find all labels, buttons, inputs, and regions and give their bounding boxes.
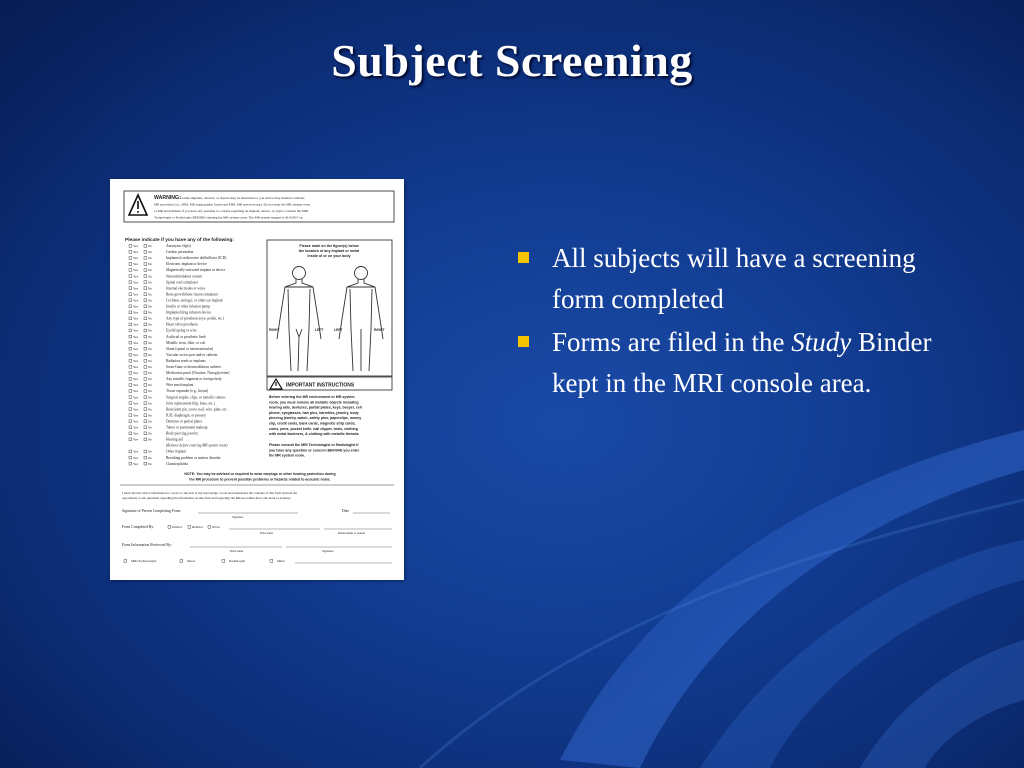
checklist-item: Artificial or prosthetic limb [166,334,206,339]
checklist-item: Implanted drug infusion device [166,310,212,315]
checklist [129,244,230,466]
checkbox-icon [144,462,147,465]
checkbox-icon [188,526,191,529]
screening-form-image [110,179,404,580]
figure-caption-line: the location of any implant or metal [298,249,360,253]
no-label: No [148,413,153,418]
yes-label: Yes [133,310,139,315]
important-line: hearing aids, dentures, partial plates, keys, beeper, cell [269,405,362,410]
no-label: No [148,298,153,303]
no-label: No [148,395,153,400]
checklist-item: Spinal cord stimulator [166,280,198,285]
no-label: No [148,407,153,412]
checkbox-icon [144,408,147,411]
yes-label: Yes [133,346,139,351]
important-line: with metal fasteners, & clothing with metallic threads. [269,432,360,437]
checkbox-icon [222,560,225,563]
checkbox-icon [144,450,147,453]
no-label: No [148,401,153,406]
yes-label: Yes [133,292,139,297]
no-label: No [148,244,153,248]
no-label: No [148,383,153,388]
yes-label: Yes [133,401,139,406]
checklist-item: Breathing problem or motion disorder [166,455,221,460]
bullet-text-1: All subjects will have a screening form completed [552,243,916,314]
checklist-item: IUD, diaphragm, or pessary [166,413,207,418]
checkbox-icon [144,365,147,368]
checkbox-icon [129,359,132,362]
checklist-item: Bone/joint pin, screw, nail, wire, plate, etc. [166,407,228,412]
warning-line: MR procedure (i.e., MRI, MR angiography, functional MRI, MR spectroscopy). Do not enter the MR system room [154,202,310,207]
checkbox-icon [144,432,147,435]
checkbox-icon [144,329,147,332]
checklist-item: (Remove before entering MR system room) [166,443,228,448]
bullet-text-2-before: Forms are filed in the [552,327,792,357]
checkbox-icon [144,426,147,429]
no-label: No [148,455,153,460]
checkbox-icon [129,365,132,368]
date-label: Date [342,509,350,513]
checkbox-icon [144,414,147,417]
checkbox-icon [129,311,132,314]
no-label: No [148,389,153,394]
checkbox-icon [144,347,147,350]
yes-label: Yes [133,316,139,321]
figure-caption-line: inside of or on your body [307,254,351,258]
checkbox-icon [144,257,147,260]
reviewed-sub-name: Print name [230,549,244,553]
checklist-item: Aneurysm clip(s) [166,244,192,248]
checkbox-icon [129,299,132,302]
reviewed-sub-sig: Signature [322,549,334,553]
yes-label: Yes [133,407,139,412]
checklist-item: Claustrophobia [166,461,188,466]
reviewed-by-label: Form Information Reviewed By: [122,543,172,547]
yes-label: Yes [133,389,139,394]
checklist-item: Hearing aid [166,437,183,442]
checkbox-icon [270,560,273,563]
checkbox-icon [129,450,132,453]
warning-line: Technologist or Radiologist BEFORE entering the MR system room. The MR system magnet is ALWAYS on. [154,215,304,220]
yes-label: Yes [133,298,139,303]
yes-label: Yes [133,268,139,273]
important-title: IMPORTANT INSTRUCTIONS [286,382,355,389]
yes-label: Yes [133,461,139,466]
checkbox-icon [129,317,132,320]
checklist-heading: Please indicate if you have any of the following: [125,238,235,243]
yes-label: Yes [133,383,139,388]
checklist-item: Body piercing jewelry [166,431,199,436]
checkbox-icon [208,526,211,529]
checkbox-icon [144,244,147,247]
checklist-item: Shunt (spinal or intraventricular) [166,346,214,351]
yes-label: Yes [133,419,139,424]
yes-label: Yes [133,286,139,291]
checkbox-icon [129,329,132,332]
no-label: No [148,425,153,430]
no-label: No [148,292,153,297]
checkbox-icon [129,408,132,411]
checklist-item: Vascular access port and/or catheter [166,352,218,357]
checkbox-icon [129,426,132,429]
important-line: clip, credit cards, bank cards, magnetic strip cards, [269,421,356,426]
consult-text [269,443,360,458]
no-label: No [148,431,153,436]
completed-by-label: Form Completed By: [122,525,155,529]
warning-title: WARNING: [154,195,181,201]
checklist-item: Any metallic fragment or foreign body [166,377,222,382]
yes-label: Yes [133,371,139,376]
yes-label: Yes [133,395,139,400]
checkbox-icon [144,311,147,314]
checkbox-icon [129,281,132,284]
checkbox-icon [144,371,147,374]
checklist-item: Metallic stent, filter, or coil [166,340,206,345]
checkbox-icon [129,438,132,441]
checkbox-icon [129,244,132,247]
checklist-item: Bone growth/bone fusion stimulator [166,292,219,297]
no-label: No [148,262,153,267]
no-label: No [148,419,153,424]
checkbox-icon [144,263,147,266]
checkbox-icon [144,269,147,272]
checkbox-icon [144,390,147,393]
checkbox-icon [144,305,147,308]
reviewer-role: Other [277,559,285,563]
yes-label: Yes [133,244,139,248]
checkbox-icon [129,402,132,405]
checklist-item: Heart valve prosthesis [166,322,198,327]
bullet-item-2 [516,322,936,404]
yes-label: Yes [133,377,139,382]
yes-label: Yes [133,328,139,333]
checkbox-icon [129,353,132,356]
important-triangle-icon [270,379,282,389]
yes-label: Yes [133,262,139,267]
checkbox-icon [129,384,132,387]
checkbox-icon [129,456,132,459]
warning-line: Certain implants, devices, or objects may be hazardous to you and/or may interfere with the [180,196,305,200]
checkbox-icon [144,293,147,296]
checkbox-icon [144,281,147,284]
checklist-item: Tissue expander (e.g., breast) [166,389,209,394]
yes-label: Yes [133,322,139,327]
checkbox-icon [129,275,132,278]
checklist-item: Dentures or partial plates [166,419,203,424]
body-figure-front [277,267,321,372]
no-label: No [148,310,153,315]
square-bullet-icon [518,252,529,263]
checklist-item: Cardiac pacemaker [166,250,194,255]
no-label: No [148,256,153,261]
attest-text [122,491,298,500]
checkbox-icon [144,275,147,278]
completed-by-option: Nurse [212,525,221,529]
checkbox-icon [129,396,132,399]
checkbox-icon [144,250,147,253]
no-label: No [148,274,153,279]
checklist-item: Electronic implant or device [166,262,207,267]
checkbox-icon [144,317,147,320]
important-line: room, you must remove all metallic objects including [269,400,359,405]
no-label: No [148,334,153,339]
checkbox-icon [129,432,132,435]
checkbox-icon [129,305,132,308]
checkbox-icon [144,420,147,423]
checkbox-icon [129,414,132,417]
checklist-item: Magnetically-activated implant or device [166,268,226,273]
no-label: No [148,316,153,321]
checkbox-icon [129,462,132,465]
no-label: No [148,352,153,357]
yes-label: Yes [133,250,139,255]
checkbox-icon [144,353,147,356]
square-bullet-icon [518,336,529,347]
no-label: No [148,365,153,369]
no-label: No [148,346,153,351]
important-line: phone, eyeglasses, hair pins, barrettes, jewelry, body [269,410,359,415]
no-label: No [148,449,153,454]
checkbox-icon [124,560,127,563]
no-label: No [148,280,153,285]
checklist-item: Cochlear, otologic, or other ear implant [166,298,223,303]
relationship-sub: Relationship to patient [338,531,366,535]
yes-label: Yes [133,274,139,279]
checkbox-icon [144,396,147,399]
completed-by-options [168,525,221,529]
reviewer-roles [124,559,392,563]
important-line: piercing jewelry, watch, safety pins, paperclips, money [269,416,362,421]
consult-line: you have any question or concern BEFORE you enter [269,448,360,453]
checkbox-icon [129,323,132,326]
no-label: No [148,461,153,466]
checklist-item: Swan-Ganz or thermodilution catheter [166,365,222,369]
checkbox-icon [168,526,171,529]
important-text [268,395,362,436]
print-name-sub: Print name [260,531,274,535]
note-line: NOTE: You may be advised or required to wear earplugs or other hearing protection during [184,472,336,476]
checkbox-icon [129,390,132,393]
checklist-item: Implanted cardioverter defibrillator (ICD) [166,256,227,261]
checkbox-icon [144,384,147,387]
figure-label-left-2: LEFT [334,328,343,332]
slide-title: Subject Screening [331,35,693,86]
checkbox-icon [129,269,132,272]
bullet-text-2-after: Binder kept in the MRI console area. [552,327,932,398]
yes-label: Yes [133,352,139,357]
reviewer-role: Nurse [187,559,196,563]
yes-label: Yes [133,455,139,460]
checkbox-icon [144,402,147,405]
checklist-item: Surgical staples, clips, or metallic sutures [166,395,226,400]
no-label: No [148,268,153,273]
yes-label: Yes [133,413,139,418]
yes-label: Yes [133,358,139,363]
important-line: coins, pens, pocket knife, nail clipper, tools, clothing [269,426,358,431]
yes-label: Yes [133,431,139,436]
checkbox-icon [129,347,132,350]
figure-caption [299,244,360,258]
completed-by-option: Patient [172,525,182,529]
yes-label: Yes [133,256,139,261]
checklist-item: Insulin or other infusion pump [166,304,210,309]
checkbox-icon [180,560,183,563]
no-label: No [148,437,153,442]
checklist-item: Wire mesh implant [166,383,194,388]
note-line: the MR procedure to prevent possible problems or hazards related to acoustic noise. [189,477,331,482]
figure-label-right-1: RIGHT [269,328,280,332]
checklist-item: Internal electrodes or wires [166,286,206,291]
checkbox-icon [144,438,147,441]
consult-line: Please consult the MRI Technologist or Radiologist if [269,443,359,447]
checkbox-icon [144,323,147,326]
no-label: No [148,340,153,345]
checkbox-icon [129,257,132,260]
bullet-text-2-italic: Study [791,327,852,357]
checklist-item: Medication patch (Nicotine, Nitroglycerine) [166,371,230,376]
checklist-item: Eyelid spring or wire [166,328,197,333]
checklist-item: Radiation seeds or implants [166,358,206,363]
figure-caption-line: Please mark on the figure(s) below [299,244,359,248]
no-label: No [148,358,153,363]
checkbox-icon [129,335,132,338]
no-label: No [148,250,153,255]
bullet-item-1 [516,238,936,320]
checkbox-icon [129,250,132,253]
important-line: Before entering the MR environment or MR system [269,395,355,399]
checklist-item: Joint replacement (hip, knee, etc.) [166,401,215,406]
figure-label-left-1: LEFT [315,328,324,332]
checkbox-icon [129,263,132,266]
yes-label: Yes [133,437,139,442]
checkbox-icon [144,287,147,290]
yes-label: Yes [133,340,139,345]
checklist-item: Any type of prosthesis (eye, penile, etc.) [166,316,225,321]
yes-label: Yes [133,280,139,285]
checkbox-icon [129,293,132,296]
yes-label: Yes [133,304,139,309]
no-label: No [148,377,153,382]
checkbox-icon [129,420,132,423]
yes-label: Yes [133,449,139,454]
warning-line: or MR environment if you have any question or concern regarding an implant, device, or object. Consult the MRI [154,209,309,213]
checklist-item: Other implant [166,449,187,454]
no-label: No [148,304,153,309]
checkbox-icon [144,456,147,459]
checkbox-icon [129,341,132,344]
no-label: No [148,371,153,376]
note-text [184,472,335,481]
checklist-item: Tattoo or permanent makeup [166,425,208,430]
checkbox-icon [144,341,147,344]
checkbox-icon [129,371,132,374]
figure-label-right-2: RIGHT [374,328,385,332]
completed-by-option: Relative [192,525,204,529]
signature-sub: Signature [232,515,244,519]
checkbox-icon [144,299,147,302]
checklist-item: Neurostimulation system [166,274,203,279]
checkbox-icon [129,287,132,290]
yes-label: Yes [133,365,139,369]
no-label: No [148,322,153,327]
figure-box [267,240,392,376]
no-label: No [148,286,153,291]
checkbox-icon [144,378,147,381]
reviewer-role: MRI Technologist [131,559,157,563]
consult-line: the MR system room. [269,453,305,458]
warning-triangle-icon [129,195,147,215]
signature-label: Signature of Person Completing Form: [122,509,182,513]
yes-label: Yes [133,425,139,430]
checkbox-icon [144,335,147,338]
checkbox-icon [144,359,147,362]
reviewer-role: Radiologist [229,559,246,563]
attest-line: I attest that the above information is correct to the best of my knowledge. I read and understand the contents of this form and had the [122,491,298,495]
yes-label: Yes [133,334,139,339]
no-label: No [148,328,153,333]
body-figure-back [339,267,383,372]
checkbox-icon [129,378,132,381]
bullet-list [516,238,936,406]
screening-form-drawing [110,179,404,580]
attest-line: opportunity to ask questions regarding the information on this form and regarding the MR procedure that I am about to undergo. [122,496,292,500]
